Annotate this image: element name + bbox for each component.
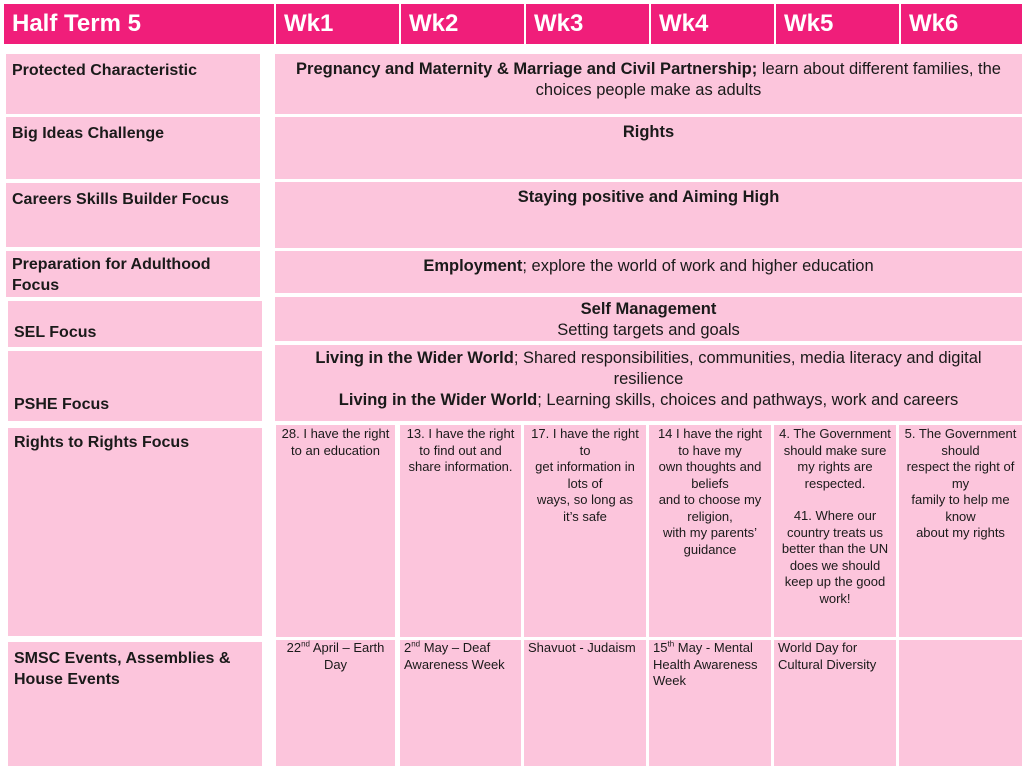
smsc-wk2-suffix: nd (411, 639, 421, 649)
sel-text: Setting targets and goals (557, 321, 740, 339)
adulthood-text: ; explore the world of work and higher education (522, 257, 874, 275)
sel-content (275, 297, 1022, 341)
smsc-wk2-text: May – Deaf Awareness Week (404, 640, 505, 672)
adulthood-content (275, 251, 1022, 293)
smsc-wk5: World Day for Cultural Diversity (774, 640, 896, 766)
smsc-wk6 (899, 640, 1022, 766)
rights-wk6: 5. The Government should respect the right of my family to help me know about my rights (899, 425, 1022, 637)
rights-wk4: 14 I have the right to have my own thoughts and beliefs and to choose my religion, with my parents’ guidance (649, 425, 771, 637)
week-header-6: Wk6 (901, 4, 1022, 44)
week-header-1: Wk1 (276, 4, 399, 44)
pshe-line-2 (285, 390, 1012, 411)
smsc-wk4-suffix: th (667, 639, 675, 649)
pshe-line-1-text: ; Shared responsibilities, communities, media literacy and digital resilience (513, 349, 982, 388)
row-label-big-ideas: Big Ideas Challenge (6, 117, 260, 179)
smsc-wk3: Shavuot - Judaism (524, 640, 646, 766)
week-header-4: Wk4 (651, 4, 774, 44)
smsc-wk1-suffix: nd (301, 639, 310, 649)
rights-wk5 (774, 425, 896, 637)
row-label-adulthood: Preparation for Adulthood Focus (6, 251, 260, 297)
pshe-line-1 (285, 348, 1012, 390)
smsc-wk1-day: 22 (286, 640, 302, 655)
big-ideas-bold: Rights (622, 123, 675, 141)
pshe-line-1-bold: Living in the Wider World (315, 349, 514, 367)
protected-characteristic-bold: Pregnancy and Maternity & Marriage and Civil Partnership; (296, 60, 758, 78)
rights-wk2: 13. I have the right to find out and share information. (400, 425, 521, 637)
rights-wk5-item-4: 4. The Government should make sure my rights are respected. (779, 426, 891, 491)
row-label-smsc: SMSC Events, Assemblies & House Events (8, 642, 262, 766)
pshe-content (275, 345, 1022, 421)
week-header-5: Wk5 (776, 4, 899, 44)
row-label-sel: SEL Focus (8, 301, 262, 347)
careers-content (275, 182, 1022, 248)
smsc-wk4-day: 15 (653, 640, 668, 655)
row-label-rights: Rights to Rights Focus (8, 428, 262, 636)
rights-wk3: 17. I have the right to get information in lots of ways, so long as it’s safe (524, 425, 646, 637)
smsc-wk4-text: May - Mental Health Awareness Week (653, 640, 758, 688)
smsc-wk1-text: April – Earth Day (309, 640, 385, 672)
protected-characteristic-content (275, 54, 1022, 114)
week-header-3: Wk3 (526, 4, 649, 44)
careers-bold: Staying positive and Aiming High (517, 188, 780, 206)
smsc-wk2-day: 2 (404, 640, 412, 655)
smsc-wk2 (400, 640, 521, 766)
row-label-pshe: PSHE Focus (8, 351, 262, 421)
adulthood-bold: Employment (423, 257, 523, 275)
big-ideas-content (275, 117, 1022, 179)
row-label-protected-characteristic: Protected Characteristic (6, 54, 260, 114)
smsc-wk4 (649, 640, 771, 766)
week-header-2: Wk2 (401, 4, 524, 44)
pshe-line-2-text: ; Learning skills, choices and pathways, work and careers (537, 391, 959, 409)
smsc-wk1 (276, 640, 395, 766)
rights-wk1: 28. I have the right to an education (276, 425, 395, 637)
rights-wk5-item-41: 41. Where our country treats us better than the UN does we should keep up the good work! (781, 508, 889, 606)
pshe-line-2-bold: Living in the Wider World (338, 391, 538, 409)
protected-characteristic-text: learn about different families, the choices people make as adults (535, 60, 1001, 99)
sel-bold: Self Management (580, 300, 717, 318)
row-label-careers: Careers Skills Builder Focus (6, 183, 260, 247)
half-term-title: Half Term 5 (4, 4, 274, 44)
